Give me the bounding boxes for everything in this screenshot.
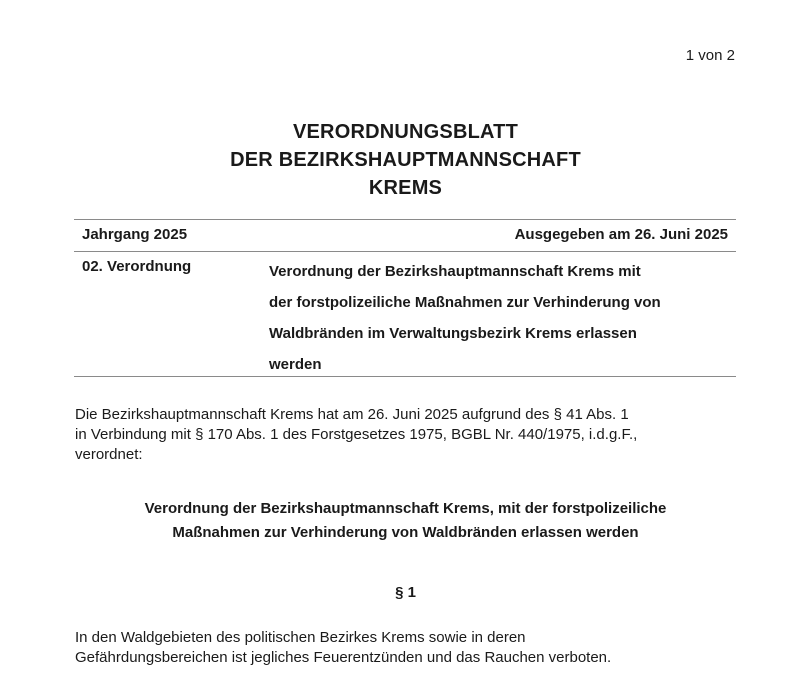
intro-line: verordnet: [75,446,143,463]
section-line: In den Waldgebieten des politischen Bezirkes Krems sowie in deren [75,629,526,646]
issue-meta-row [82,226,728,243]
intro-line: Die Bezirkshauptmannschaft Krems hat am 26. Juni 2025 aufgrund des § 41 Abs. 1 [75,406,629,423]
regulation-title-line: werden [269,356,322,373]
page-number: 1 von 2 [685,47,735,64]
masthead-line-2: DER BEZIRKSHAUPTMANNSCHAFT [230,149,581,171]
regulation-heading-line: Maßnahmen zur Verhinderung von Waldbränden erlassen werden [172,524,639,541]
regulation-title [269,256,739,380]
masthead-line-3: KREMS [368,177,443,199]
regulation-title-line: Waldbränden im Verwaltungsbezirk Krems erlassen [269,325,637,342]
regulation-heading [0,497,811,545]
masthead-line-1: VERORDNUNGSBLATT [292,121,519,143]
intro-line: in Verbindung mit § 170 Abs. 1 des Forstgesetzes 1975, BGBL Nr. 440/1975, i.d.g.F., [75,426,638,443]
regulation-heading-line: Verordnung der Bezirkshauptmannschaft Krems, mit der forstpolizeiliche [144,500,667,517]
issue-date: Ausgegeben am 26. Juni 2025 [514,226,728,243]
section-line: Gefährdungsbereichen ist jegliches Feuerentzünden und das Rauchen verboten. [75,649,612,666]
volume-year: Jahrgang 2025 [82,226,188,243]
section-sign: § 1 [395,584,416,601]
divider-top [74,219,736,220]
masthead [0,118,811,202]
regulation-title-line: Verordnung der Bezirkshauptmannschaft Krems mit [269,263,641,280]
divider-middle [74,251,736,252]
regulation-title-line: der forstpolizeiliche Maßnahmen zur Verhinderung von [269,294,661,311]
regulation-number: 02. Verordnung [82,258,192,275]
section-1-body [75,628,755,668]
intro-paragraph [75,405,755,465]
divider-bottom [74,376,736,377]
